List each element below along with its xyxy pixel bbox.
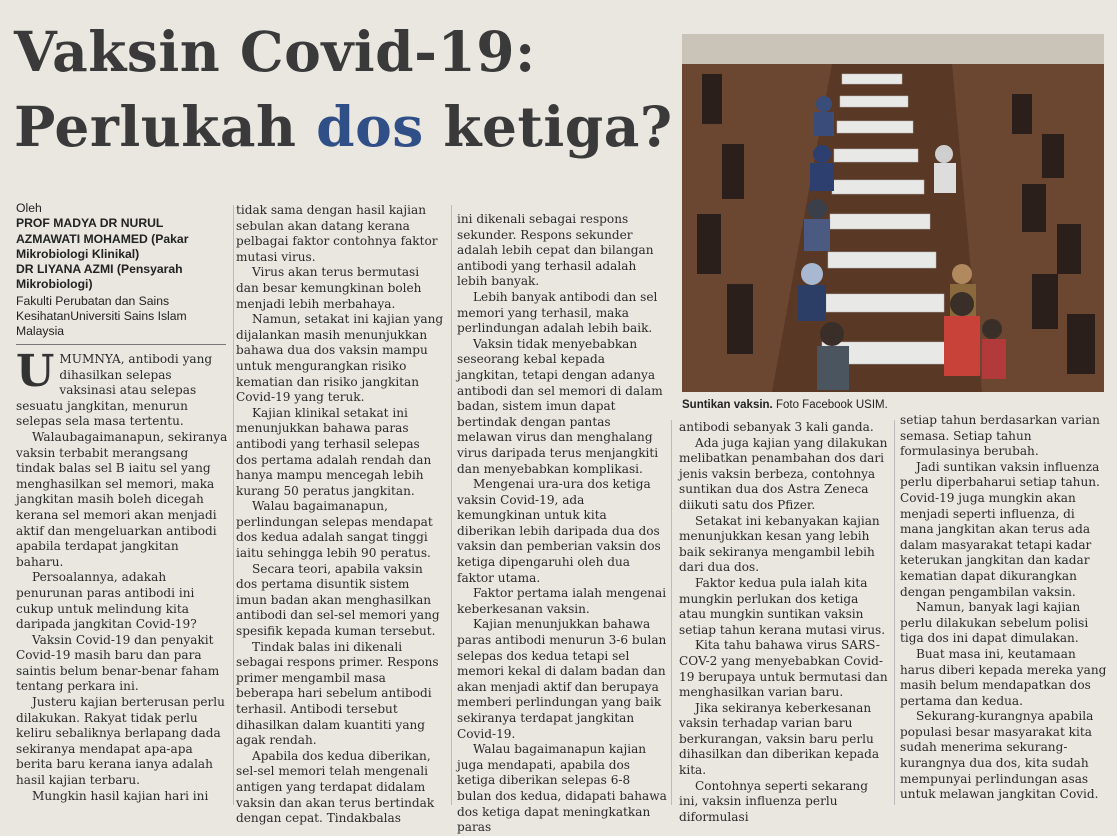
paragraph: Sekurang-kurangnya apabila populasi besar masyarakat kita sudah menerima sekurang-kurangnya dua dos, kita sudah mempunyai perlindungan asas untuk melawan jangkitan Covid. [900, 709, 1099, 802]
paragraph: Walau bagaimanapun kajian juga mendapati, apabila dos ketiga diberikan selepas 6-8 bulan dos kedua, didapati bahawa dos ketiga dapat meningkatkan paras [457, 742, 667, 835]
paragraph: Faktor pertama ialah mengenai keberkesanan vaksin. [457, 586, 667, 616]
paragraph: tidak sama dengan hasil kajian sebulan akan datang kerana pelbagai faktor contohnya faktor mutasi virus. [236, 203, 438, 264]
headline [14, 14, 694, 164]
paragraph: setiap tahun berdasarkan varian semasa. Setiap tahun formulasinya berubah. [900, 413, 1100, 459]
headline-line2a: Perlukah [14, 94, 317, 159]
paragraph: Vaksin tidak menyebabkan seseorang kebal kepada jangkitan, tetapi dengan adanya antibodi dan sel memori di dalam badan, sistem imun dapat bertindak dengan pantas melawan virus dan menghalang virus daripada terus menjangkiti dan menyebabkan komplikasi. [457, 336, 663, 476]
column-divider [451, 205, 452, 805]
paragraph: Namun, setakat ini kajian yang dijalankan masih menunjukkan bahawa dua dos vaksin mampu untuk mengurangkan risiko kematian dan risiko jangkitan Covid-19 yang teruk. [236, 312, 444, 405]
headline-line1: Vaksin Covid-19: [14, 19, 536, 84]
paragraph: Namun, banyak lagi kajian perlu dilakukan sebelum polisi tiga dos ini dapat dimulakan. [900, 600, 1089, 646]
paragraph: Ada juga kajian yang dilakukan melibatkan penambahan dos dari jenis vaksin berbeza, contohnya suntikan dua dos Astra Zeneca diikuti satu dos Pfizer. [679, 435, 888, 512]
drop-cap: U [16, 346, 55, 397]
paragraph: Contohnya seperti sekarang ini, vaksin influenza perlu diformulasi [679, 778, 868, 824]
paragraph: Tindak balas ini dikenali sebagai respons primer. Respons primer mengambil masa beberapa hari sebelum antibodi terhasil. Antibodi tersebut dihasilkan dalam kuantiti yang agak rendah. [236, 639, 439, 748]
column-4 [679, 420, 889, 825]
byline [16, 201, 226, 340]
paragraph: ini dikenali sebagai respons sekunder. Respons sekunder adalah lebih cepat dan bilangan antibodi yang terhasil adalah lebih banyak. [457, 212, 654, 289]
lead-paragraph: UMUMNYA, antibodi yang dihasilkan selepas vaksinasi atau selepas sesuatu jangkitan, menurun selepas sela masa tertentu. [16, 346, 213, 429]
paragraph: Virus akan terus bermutasi dan besar kemungkinan boleh menjadi lebih merbahaya. [236, 265, 422, 311]
vaccination-photo [682, 34, 1104, 392]
byline-label: Oleh [16, 201, 42, 215]
affiliation: Fakulti Perubatan dan Sains KesihatanUniversiti Sains Islam Malaysia [16, 293, 187, 339]
caption-text: Suntikan vaksin. [682, 399, 773, 411]
byline-divider [16, 344, 226, 345]
paragraph: Kajian menunjukkan bahawa paras antibodi menurun 3-6 bulan selepas dos kedua tetapi sel memori kekal di dalam badan dan akan menjadi aktif dan berupaya memberi perlindungan yang baik sekiranya terdapat jangkitan Covid-19. [457, 617, 667, 741]
headline-line2c: ketiga? [423, 94, 673, 159]
paragraph: Buat masa ini, keutamaan harus diberi kepada mereka yang masih belum mendapatkan dos pertama dan kedua. [900, 646, 1107, 708]
paragraph: Mengenai ura-ura dos ketiga vaksin Covid-19, ada kemungkinan untuk kita diberikan lebih daripada dua dos vaksin dan pemberian vaksin dos ketiga dipengaruhi oleh dua faktor utama. [457, 477, 661, 585]
paragraph: Kita tahu bahawa virus SARS-COV-2 yang menyebabkan Covid-19 berupaya untuk bermutasi dan menghasilkan varian baru. [679, 638, 888, 700]
photo-caption [682, 399, 1104, 411]
vaccination-hall-image [682, 34, 1104, 392]
paragraph: Jadi suntikan vaksin influenza perlu diperbaharui setiap tahun. Covid-19 juga mungkin akan menjadi seperti influenza, di mana jangkitan akan terus ada dalam masyarakat tetapi kadar keterukan jangkitan dan kadar kematian dapat dikurangkan dengan pengambilan vaksin. [900, 459, 1100, 599]
paragraph: Walaubagaimanapun, sekiranya vaksin terbabit merangsang tindak balas sel B iaitu sel yang menghasilkan sel memori, maka jangkitan masih boleh dicegah kerana sel memori akan menjadi aktif dan mengeluarkan antibodi apabila terdapat jangkitan baharu. [16, 429, 228, 569]
headline-highlight: dos [316, 94, 424, 159]
caption-credit: Foto Facebook USIM. [775, 399, 888, 411]
paragraph: Faktor kedua pula ialah kita mungkin perlukan dos ketiga atau mungkin suntikan vaksin setiap tahun kerana mutasi virus. [679, 575, 886, 637]
paragraph: Walau bagaimanapun, perlindungan selepas mendapat dos kedua adalah sangat tinggi iaitu sehingga lebih 90 peratus. [236, 499, 433, 561]
paragraph: Setakat ini kebanyakan kajian menunjukkan kesan yang lebih baik sekiranya mengambil lebih dari dua dos. [679, 513, 880, 575]
paragraph: Vaksin Covid-19 dan penyakit Covid-19 masih baru dan para saintis belum benar-benar faham tentang perkara ini. [16, 632, 220, 694]
column-5 [900, 413, 1108, 803]
paragraph: antibodi sebanyak 3 kali ganda. [679, 420, 874, 434]
paragraph: Kajian klinikal setakat ini menunjukkan bahawa paras antibodi yang terhasil selepas dos pertama adalah rendah dan hanya mampu mencegah lebih kurang 50 peratus jangkitan. [236, 405, 432, 498]
paragraph: Jika sekiranya keberkesanan vaksin terhadap varian baru berkurangan, vaksin baru perlu dihasilkan dan diberikan kepada kita. [679, 700, 880, 778]
author-1: PROF MADYA DR NURUL AZMAWATI MOHAMED (Pakar Mikrobiologi Klinikal) [16, 216, 189, 261]
author-2: DR LIYANA AZMI (Pensyarah Mikrobiologi) [16, 262, 183, 292]
paragraph: Apabila dos kedua diberikan, sel-sel memori telah mengenali antigen yang terdapat didalam vaksin dan akan terus bertindak dengan cepat. Tindakbalas [236, 748, 435, 826]
paragraph: Lebih banyak antibodi dan sel memori yang terhasil, maka perlindungan adalah lebih baik. [457, 289, 658, 336]
column-divider [894, 420, 895, 805]
column-1 [16, 346, 228, 804]
column-2 [236, 203, 444, 827]
column-divider [233, 205, 234, 805]
column-3 [457, 212, 667, 836]
paragraph: Mungkin hasil kajian hari ini [32, 788, 209, 803]
column-divider [671, 420, 672, 805]
paragraph: Persoalannya, adakah penurunan paras antibodi ini cukup untuk melindung kita daripada jangkitan Covid-19? [16, 570, 197, 632]
paragraph: Justeru kajian berterusan perlu dilakukan. Rakyat tidak perlu keliru sebaliknya berlapang dada sekiranya mendapat apa-apa berita baru kerana ianya adalah hasil kajian terbaru. [16, 695, 225, 788]
paragraph: Secara teori, apabila vaksin dos pertama disuntik sistem imun badan akan menghasilkan antibodi dan sel-sel memori yang spesifik kepada kuman tersebut. [236, 561, 440, 639]
